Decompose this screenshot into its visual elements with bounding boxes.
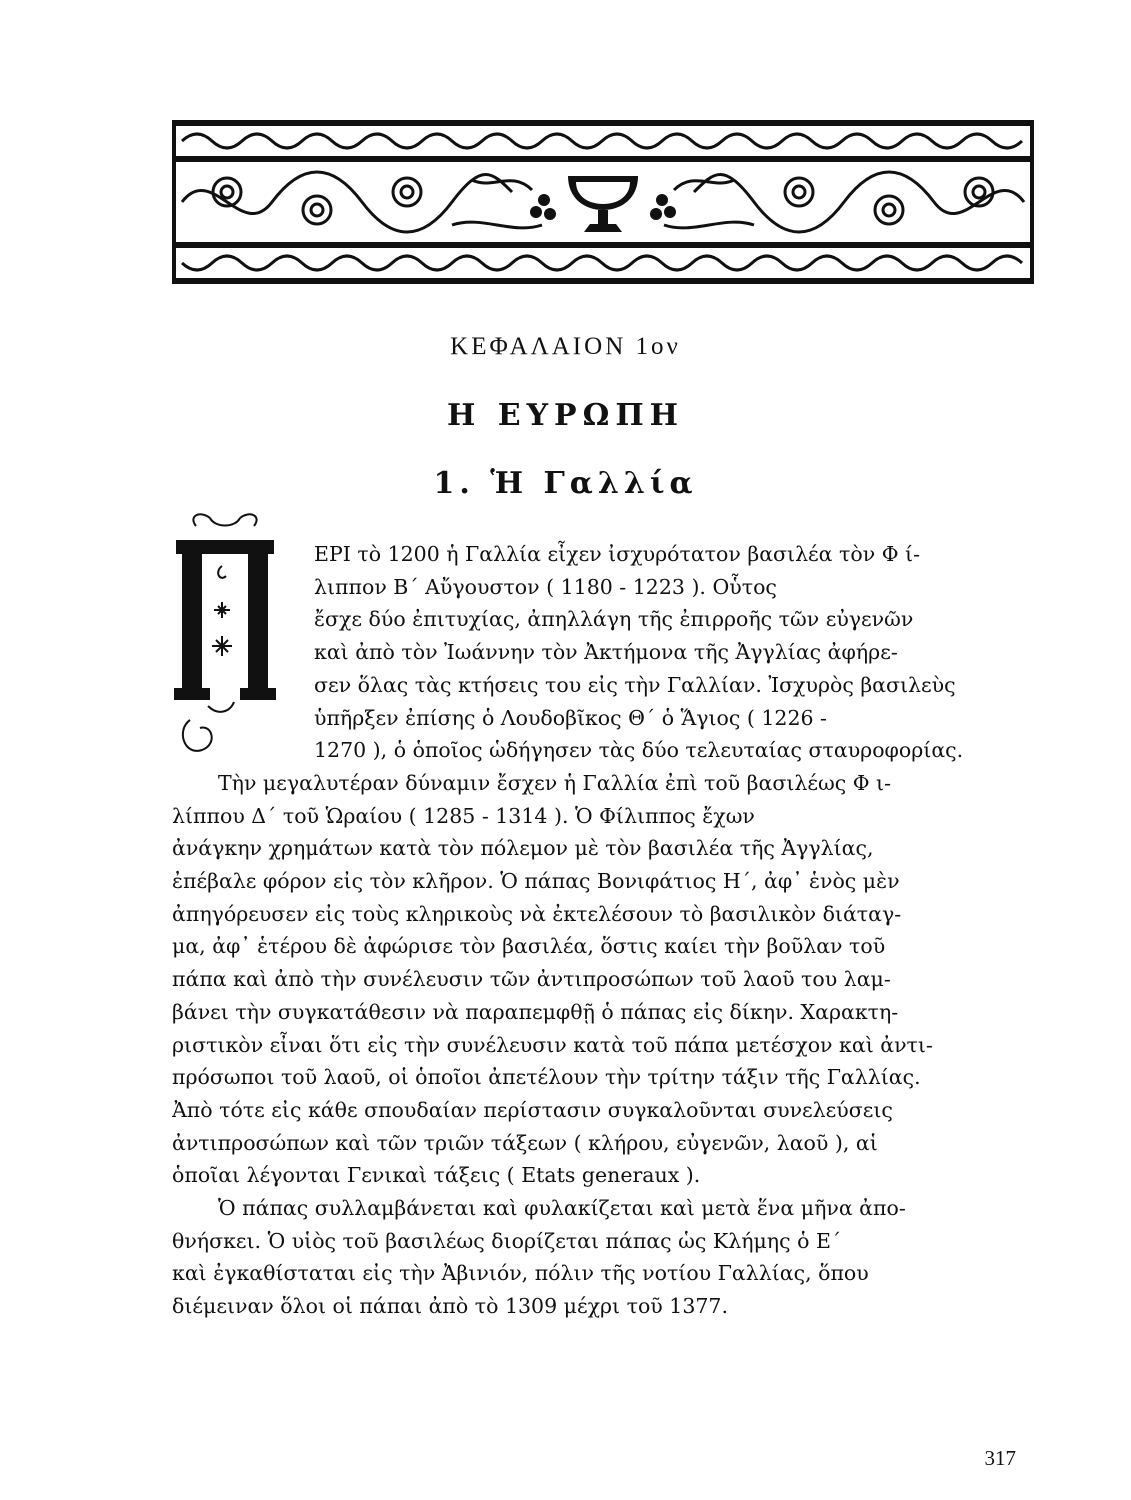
body-line: Ὁ πάπας συλλαμβάνεται καὶ φυλακίζεται καὶ μετὰ ἕνα μῆνα ἀπο- xyxy=(218,1196,906,1221)
drop-cap-letter: Π xyxy=(225,630,226,631)
body-line: ἐπέβαλε φόρον εἰς τὸν κλῆρον. Ὁ πάπας Βονιφάτιος Η΄, ἀφ᾽ ἑνὸς μὲν xyxy=(172,869,900,894)
body-line: καὶ ἐγκαθίσταται εἰς τὴν Ἀβινιόν, πόλιν τῆς νοτίου Γαλλίας, ὅπου xyxy=(172,1261,869,1286)
body-line: ΕΡΙ τὸ 1200 ἡ Γαλλία εἶχεν ἰσχυρότατον βασιλέα τὸν Φ ί- xyxy=(314,542,920,566)
body-line: πρόσωποι τοῦ λαοῦ, οἱ ὁποῖοι ἀπετέλουν τὴν τρίτην τάξιν τῆς Γαλλίας. xyxy=(172,1065,921,1090)
body-line: μα, ἀφ᾽ ἑτέρου δὲ ἀφώρισε τὸν βασιλέα, ὅστις καίει τὴν βοῦλαν τοῦ xyxy=(172,934,886,959)
body-line: πάπα καὶ ἀπὸ τὴν συνέλευσιν τῶν ἀντιπροσώπων τοῦ λαοῦ του λαμ- xyxy=(172,967,891,992)
body-line: καὶ ἀπὸ τὸν Ἰωάννην τὸν Ἀκτήμονα τῆς Ἀγγλίας ἀφήρε- xyxy=(314,640,898,665)
body-line: ἀντιπροσώπων καὶ τῶν τριῶν τάξεων ( κλήρου, εὐγενῶν, λαοῦ ), αἱ xyxy=(172,1130,878,1155)
page-number: 317 xyxy=(984,1446,1016,1470)
ornamental-header-band xyxy=(172,120,1034,284)
body-line: σεν ὅλας τὰς κτήσεις του εἰς τὴν Γαλλίαν. Ἰσχυρὸς βασιλεὺς xyxy=(314,672,956,697)
body-line: διέμειναν ὅλοι οἱ πάπαι ἀπὸ τὸ 1309 μέχρι τοῦ 1377. xyxy=(172,1294,728,1319)
chapter-label: ΚΕΦΑΛΑΙΟΝ 1ον xyxy=(450,333,681,360)
body-line: ριστικὸν εἶναι ὅτι εἰς τὴν συνέλευσιν κατὰ τοῦ πάπα μετέσχον καὶ ἀντι- xyxy=(172,1032,933,1057)
body-line: Ἀπὸ τότε εἰς κάθε σπουδαίαν περίστασιν συγκαλοῦνται συνελεύσεις xyxy=(172,1097,893,1122)
body-line: ὑπῆρξεν ἐπίσης ὁ Λουδοβῖκος Θ΄ ὁ Ἅγιος ( 1226 - xyxy=(314,705,827,730)
part-title: Η ΕΥΡΩΠΗ xyxy=(446,398,684,433)
body-line: ἀνάγκην χρημάτων κατὰ τὸν πόλεμον μὲ τὸν βασιλέα τῆς Ἀγγλίας, xyxy=(172,836,874,861)
body-line: 1270 ), ὁ ὁποῖος ὡδήγησεν τὰς δύο τελευταίας σταυροφορίας. xyxy=(314,738,964,763)
body-text xyxy=(172,538,1037,1323)
body-line: λιππον Β΄ Αὔγουστον ( 1180 - 1223 ). Οὗτος xyxy=(314,574,777,599)
body-line: ἔσχε δύο ἐπιτυχίας, ἀπηλλάγη τῆς ἐπιρροῆς τῶν εὐγενῶν xyxy=(314,607,914,632)
section-title: 1. Ἡ Γαλλία xyxy=(433,466,698,501)
body-line: λίππου Δ΄ τοῦ Ὡραίου ( 1285 - 1314 ). Ὁ Φίλιππος ἔχων xyxy=(172,803,755,828)
body-line: θνήσκει. Ὁ υἱὸς τοῦ βασιλέως διορίζεται πάπας ὡς Κλήμης ὁ Ε΄ xyxy=(172,1228,842,1253)
body-line: ὁποῖαι λέγονται Γενικαὶ τάξεις ( Etats generaux ). xyxy=(172,1163,701,1188)
body-line: βάνει τὴν συγκατάθεσιν νὰ παραπεμφθῇ ὁ πάπας εἰς δίκην. Χαρακτη- xyxy=(172,999,899,1024)
body-line: ἀπηγόρευσεν εἰς τοὺς κληρικοὺς νὰ ἐκτελέσουν τὸ βασιλικὸν διάταγ- xyxy=(172,901,902,926)
body-line: Τὴν μεγαλυτέραν δύναμιν ἔσχεν ἡ Γαλλία ἐπὶ τοῦ βασιλέως Φ ι- xyxy=(218,770,892,795)
